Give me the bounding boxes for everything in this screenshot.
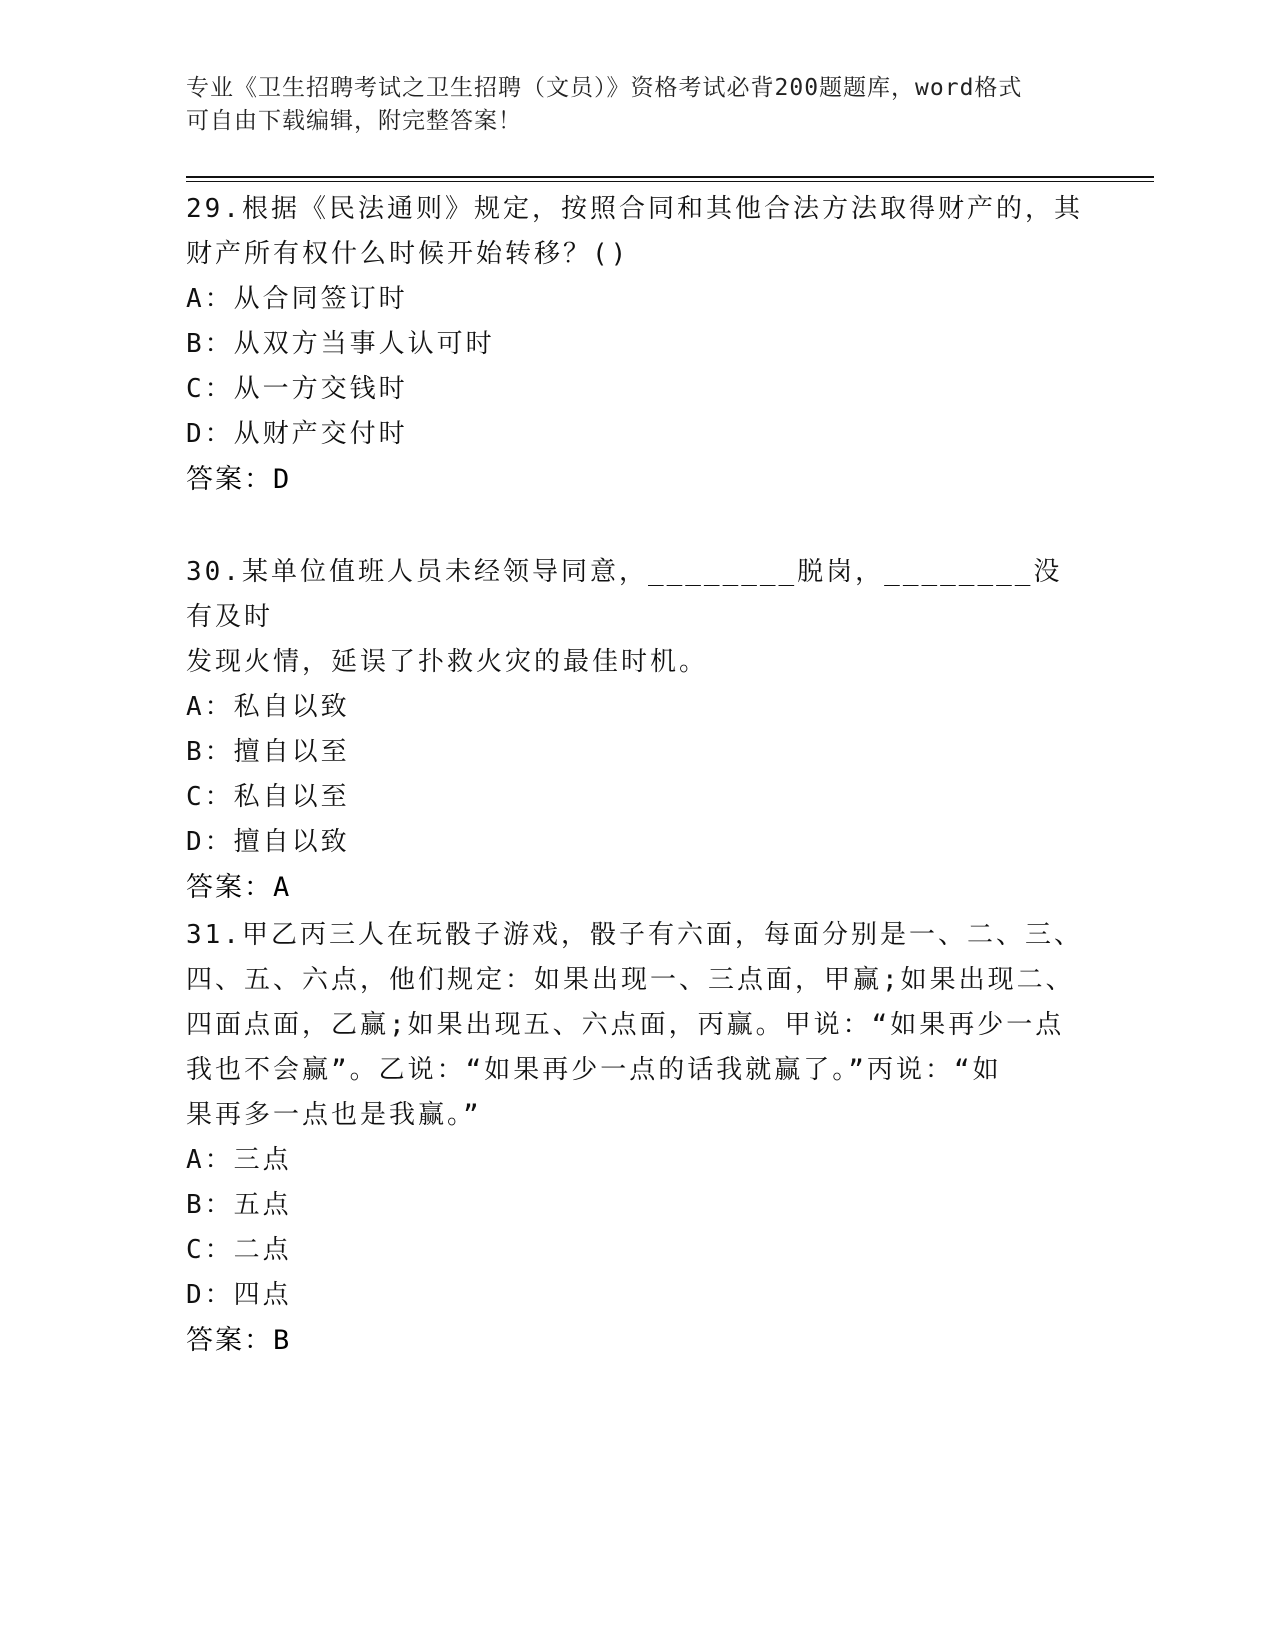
question-29 <box>186 187 1086 502</box>
question-stem-line: 29.根据《民法通则》规定，按照合同和其他合法方法取得财产的，其 <box>186 194 1083 224</box>
question-stem-line: 我也不会赢”。乙说：“如果再少一点的话我就赢了。”丙说：“如 <box>186 1055 1002 1085</box>
document-header <box>186 72 1066 138</box>
option-a: A：从合同签订时 <box>186 284 408 314</box>
question-31 <box>186 913 1086 1363</box>
answer-line: 答案：D <box>186 464 292 495</box>
option-b: B：五点 <box>186 1190 292 1220</box>
option-a: A：三点 <box>186 1145 292 1175</box>
option-c: C：从一方交钱时 <box>186 374 408 404</box>
option-c: C：私自以至 <box>186 782 350 812</box>
option-d: D：擅自以致 <box>186 827 350 857</box>
question-stem-line: 四、五、六点，他们规定：如果出现一、三点面，甲赢;如果出现二、 <box>186 965 1075 995</box>
answer-line: 答案：B <box>186 1325 292 1356</box>
option-d: D：从财产交付时 <box>186 419 408 449</box>
option-a: A：私自以致 <box>186 692 350 722</box>
question-stem-line: 发现火情，延误了扑救火灾的最佳时机。 <box>186 647 709 677</box>
header-line-1: 专业《卫生招聘考试之卫生招聘（文员）》资格考试必背200题题库，word格式 <box>186 75 1023 101</box>
option-b: B：从双方当事人认可时 <box>186 329 495 359</box>
question-stem-line: 果再多一点也是我赢。” <box>186 1100 482 1130</box>
question-stem-line: 30.某单位值班人员未经领导同意，________脱岗，________没有及时 <box>186 557 1063 632</box>
question-30 <box>186 550 1086 910</box>
header-line-2: 可自由下载编辑，附完整答案！ <box>186 108 522 134</box>
answer-line: 答案：A <box>186 872 292 903</box>
option-d: D：四点 <box>186 1280 292 1310</box>
question-stem-line: 31.甲乙丙三人在玩骰子游戏，骰子有六面，每面分别是一、二、三、 <box>186 920 1083 950</box>
option-c: C：二点 <box>186 1235 292 1265</box>
question-stem-line: 四面点面，乙赢;如果出现五、六点面，丙赢。甲说：“如果再少一点 <box>186 1010 1065 1040</box>
header-divider-thin <box>186 181 1154 182</box>
option-b: B：擅自以至 <box>186 737 350 767</box>
question-stem-line: 财产所有权什么时候开始转移？() <box>186 239 630 269</box>
header-divider-thick <box>186 176 1154 178</box>
